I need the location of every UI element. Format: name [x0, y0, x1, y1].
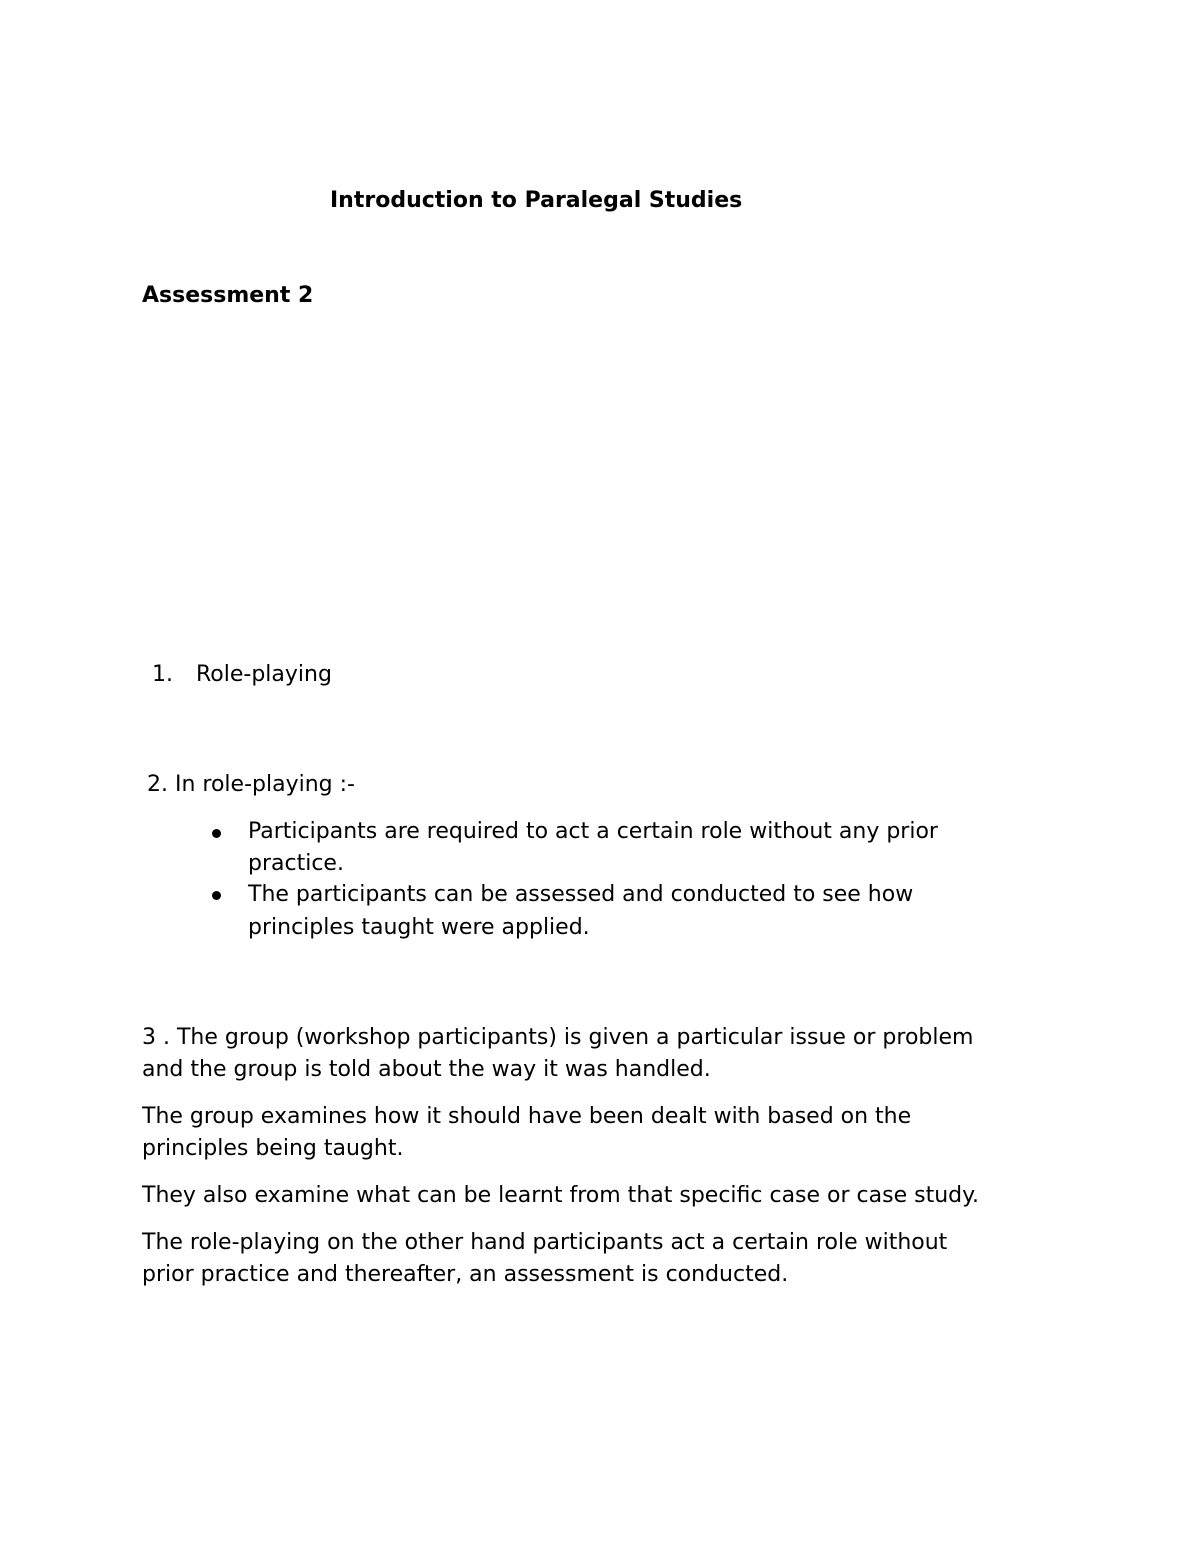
list-item-role-playing: Role-playing: [196, 662, 332, 687]
item3-paragraph-4-line-2: prior practice and thereafter, an assessment is conducted.: [142, 1262, 789, 1287]
document-title: Introduction to Paralegal Studies: [330, 188, 743, 213]
item3-paragraph-3: They also examine what can be learnt from that specific case or case study.: [142, 1183, 979, 1208]
bullet-icon: [212, 891, 221, 900]
item3-paragraph-2-line-2: principles being taught.: [142, 1136, 404, 1161]
bullet-1-line-1: Participants are required to act a certain role without any prior: [248, 819, 938, 844]
bullet-1-line-2: practice.: [248, 851, 344, 876]
item2-heading: 2. In role-playing :-: [147, 772, 355, 797]
item3-paragraph-1-line-2: and the group is told about the way it was handled.: [142, 1057, 711, 1082]
bullet-2-line-2: principles taught were applied.: [248, 915, 590, 940]
bullet-2-line-1: The participants can be assessed and conducted to see how: [248, 882, 914, 907]
list-number-1: 1.: [152, 662, 173, 687]
bullet-icon: [212, 829, 221, 838]
item3-paragraph-1-line-1: 3 . The group (workshop participants) is given a particular issue or problem: [142, 1025, 974, 1050]
item3-paragraph-2-line-1: The group examines how it should have been dealt with based on the: [142, 1104, 912, 1129]
assessment-heading: Assessment 2: [142, 283, 314, 308]
item3-paragraph-4-line-1: The role-playing on the other hand participants act a certain role without: [142, 1230, 948, 1255]
